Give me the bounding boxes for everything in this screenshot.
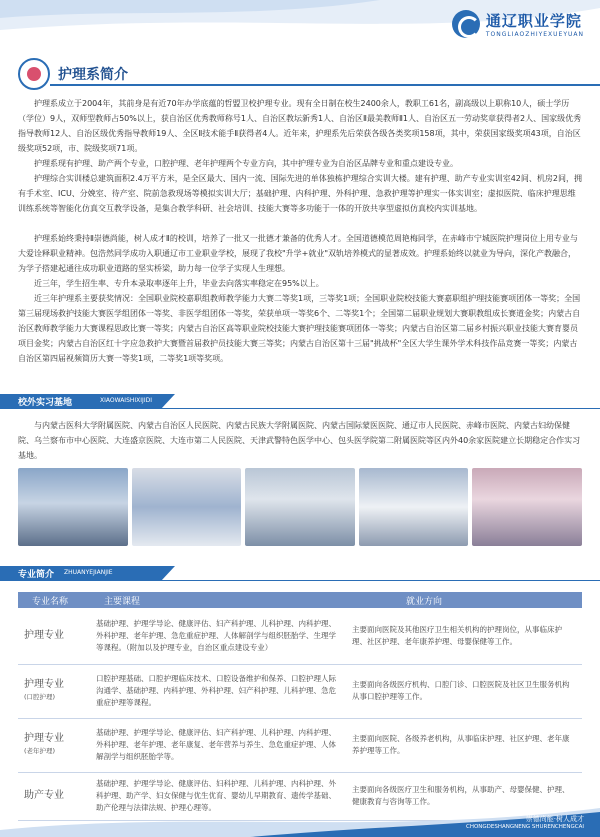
major-direction: 主要面向各级医疗卫生和服务机构，从事助产、母婴保健、护理、健康教育与咨询等工作。 [346, 772, 582, 820]
intro-paragraph-2: 护理系现有护理、助产两个专业，口腔护理、老年护理两个专业方向，其中护理专业为自治区品牌专业和重点建设专业。 [34, 159, 458, 168]
intro-paragraph-5: 近三年，学生招生率、专升本录取率逐年上升，毕业去向落实率稳定在95%以上。 [34, 279, 324, 288]
majors-section-tab [0, 566, 600, 581]
title-underline [50, 84, 600, 86]
major-courses: 口腔护理基础、口腔护理临床技术、口腔设备维护和保养、口腔护理人际沟通学、基础护理、内科护理、外科护理、妇产科护理、儿科护理、急危重症护理等课程。 [90, 664, 346, 718]
department-badge-icon [18, 58, 50, 90]
intro-paragraph-1: 护理系成立于2004年，其前身是有近70年办学底蕴的哲盟卫校护理专业。现有全日制在校生2400余人，教职工61名，副高级以上职称10人，硕士学历（学位）9人，双师型教师占50%以上，获自治区优秀教师称号1人、自治区教坛新秀1人、自治区Ⅱ最美教师Ⅱ1人、自治区五一劳动奖章获得者2人、国家级优秀指导教师12人、自治区级优秀指导教师19人、全区Ⅱ技术能手Ⅱ获得者4人。近年来，护理系先后荣获各级各类奖项158项，其中，荣获国家级奖项43项，自治区级奖项52项，市、院级奖项71项。 [18, 99, 582, 153]
footer-wave-decoration [0, 806, 600, 837]
logo-en-text: TONGLIAOZHIYEXUEYUAN [485, 31, 584, 38]
intro-paragraph-3: 护理综合实训楼总建筑面积2.4万平方米，是全区最大、国内一流、国际先进的单体独栋护理综合实训大楼。建有护理、助产专业实训室42间、机房2间，拥有手术室、ICU、分娩室、待产室、院前急救现场等模拟实训大厅；基础护理、内科护理、外科护理、急救护理等护理实一体实训室；虚拟医院、临床护理思维训练系统等智能化仿真交互教学设备，是集合教学科研、社会培训、技能大赛等多功能于一体的开放共享型虚拟仿真校内实训基地。 [18, 174, 582, 213]
major-name: 护理专业 [24, 733, 64, 744]
major-direction: 主要面向医院及其他医疗卫生相关机构的护理岗位，从事临床护理、社区护理、老年康养护理、母婴保健等工作。 [346, 608, 582, 664]
footer-motto: 崇德尚能·树人成才 [525, 815, 584, 823]
training-photo-4 [359, 468, 469, 546]
intro-paragraph-6: 近三年护理系主要获奖情况：全国职业院校嘉职组教师教学能力大赛二等奖1项，三等奖1项；全国职业院校技能大赛嘉职组护理技能赛项团体一等奖；全国第三届现场救护技能大赛医学组团体一等奖、非医学组团体一等奖，荣获单项一等奖6个、二等奖1个；全国第二届职业规划大赛职教组成长赛道金奖；内蒙古自治区教师教学能力大赛课程思政比赛一等奖；内蒙古自治区高等职业院校技能大赛护理技能赛项团体一等奖；内蒙古自治区第二届乡村振兴职业技能大赛育婴员项目金奖；内蒙古自治区红十字应急救护大赛暨首届救护员技能大赛三等奖；内蒙古自治区第十三届"挑战杯"全区大学生课外学术科技作品竞赛一等奖；内蒙古自治区第四届视频简历大赛一等奖1项，二等奖1项等奖项。 [18, 294, 581, 363]
intro-paragraph-4: 护理系始终秉持Ⅱ崇德尚能，树人成才Ⅱ的校训，培养了一批又一批德才兼备的优秀人才。全国道德模范周艳梅同学，在赤峰市宁城医院护理岗位上用专业与大爱诠释职业精神。包浩然同学成功入职通辽市工业职业学校，展现了我校"升学+就业"双轨培养模式的显著成效。护理系始终以就业为导向，深化产教融合，为学子搭建起通往成功职业道路的坚实桥梁，助力每一位学子实现人生理想。 [18, 234, 578, 273]
majors-table-header [18, 592, 582, 608]
majors-section-subtitle: ZHUANYEJIANJIE [64, 569, 113, 576]
training-photo-1 [18, 468, 128, 546]
majors-table [18, 592, 582, 821]
major-courses: 基础护理、护理学导论、健康评估、妇产科护理、儿科护理、内科护理、外科护理、老年护理、急危重症护理、人体解剖学与组织胚胎学、生理学等课程。（附加以及护理专业，自治区重点建设专业） [90, 608, 346, 664]
bases-section-tab [0, 394, 600, 409]
college-emblem-icon [452, 10, 480, 38]
training-photo-3 [245, 468, 355, 546]
college-logo [452, 10, 584, 38]
header-major-name: 专业名称 [18, 592, 90, 608]
training-photo-2 [132, 468, 242, 546]
bases-section-subtitle: XIAOWAISHIXIJIDI [100, 397, 152, 404]
training-photo-strip [18, 468, 582, 546]
major-name: 护理专业 [24, 679, 64, 690]
major-subname: (口腔护理) [24, 693, 56, 701]
table-row [18, 718, 582, 772]
footer-motto-en: CHONGDESHANGNENG SHURENCHENGCAI [466, 824, 584, 830]
major-name: 护理专业 [24, 629, 64, 641]
major-direction: 主要面向医院、各级养老机构，从事临床护理、社区护理、老年康养护理等工作。 [346, 718, 582, 772]
bases-section-title: 校外实习基地 [18, 398, 73, 408]
bases-paragraph: 与内蒙古医科大学附属医院、内蒙古自治区人民医院、内蒙古民族大学附属医院、内蒙古国际蒙医医院、通辽市人民医院、赤峰市医院、内蒙古妇幼保健院、乌兰察布市中心医院、大连盛京医院、大连市第二人民医院、天津武警特色医学中心、包头医学院第二附属医院等区内外40余家医院建立长期稳定合作实习基地。 [18, 421, 581, 460]
page-title: 护理系简介 [58, 67, 128, 83]
major-courses: 基础护理、护理学导论、健康评估、妇产科护理、儿科护理、内科护理、外科护理、老年护理、老年康复、老年营养与养生、急危重症护理、人体解剖学与组织胚胎学等。 [90, 718, 346, 772]
major-courses: 基础护理、护理学导论、健康评估、妇科护理、儿科护理、内科护理、外科护理、助产学、妇女保健与优生优育、婴幼儿早期教育、遗传学基础、助产伦理与法律法规、护理心理等。 [90, 772, 346, 820]
major-name: 助产专业 [24, 790, 64, 801]
table-row [18, 664, 582, 718]
logo-cn-text: 通辽职业学院 [485, 12, 582, 30]
majors-section-title: 专业简介 [18, 570, 55, 580]
table-row [18, 608, 582, 664]
header-band [0, 0, 600, 52]
training-photo-5 [472, 468, 582, 546]
header-main-courses: 主要课程 [90, 592, 346, 608]
major-subname: (老年护理) [24, 747, 56, 755]
header-employment: 就业方向 [346, 592, 582, 608]
major-direction: 主要面向各级医疗机构、口腔门诊、口腔医院及社区卫生服务机构从事口腔护理等工作。 [346, 664, 582, 718]
